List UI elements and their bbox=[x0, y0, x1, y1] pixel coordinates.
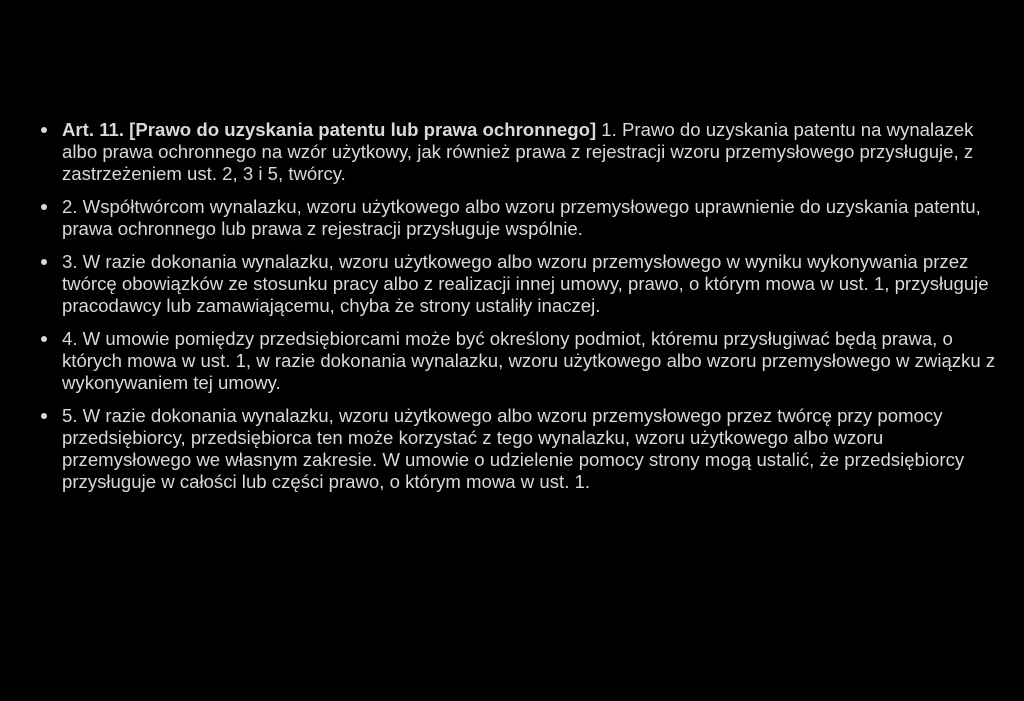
paragraph-text: 5. W razie dokonania wynalazku, wzoru użytkowego albo wzoru przemysłowego przez twórcę przy pomocy przedsiębiorcy, przedsiębiorca ten może korzystać z tego wynalazku, wzoru użytkowego albo wzoru przemysłowego we własnym zakresie. W umowie o udzielenie pomocy strony mogą ustalić, że przedsiębiorcy przysługuje w całości lub części prawo, o którym mowa w ust. 1. bbox=[62, 405, 965, 492]
paragraph-text: 2. Współtwórcom wynalazku, wzoru użytkowego albo wzoru przemysłowego uprawnienie do uzyskania patentu, prawa ochronnego lub prawa z rejestracji przysługuje wspólnie. bbox=[62, 196, 981, 239]
bullet-icon bbox=[37, 405, 51, 427]
paragraph-3 bbox=[62, 251, 997, 317]
article-content bbox=[62, 119, 997, 504]
bullet-icon bbox=[37, 196, 51, 218]
paragraph-5 bbox=[62, 405, 997, 493]
paragraph-4 bbox=[62, 328, 997, 394]
paragraph-text: 1. Prawo do uzyskania patentu na wynalazek albo prawa ochronnego na wzór użytkowy, jak również prawa z rejestracji wzoru przemysłowego przysługuje, z zastrzeżeniem ust. 2, 3 i 5, twórcy. bbox=[62, 119, 974, 184]
bullet-icon bbox=[37, 251, 51, 273]
paragraph-text: 4. W umowie pomiędzy przedsiębiorcami może być określony podmiot, któremu przysługiwać będą prawa, o których mowa w ust. 1, w razie dokonania wynalazku, wzoru użytkowego albo wzoru przemysłowego w związku z wykonywaniem tej umowy. bbox=[62, 328, 996, 393]
paragraph-1 bbox=[62, 119, 997, 185]
bullet-icon bbox=[37, 328, 51, 350]
bullet-icon bbox=[37, 119, 51, 141]
article-heading: Art. 11. [Prawo do uzyskania patentu lub prawa ochronnego] bbox=[62, 119, 597, 140]
paragraph-2 bbox=[62, 196, 997, 240]
paragraph-text: 3. W razie dokonania wynalazku, wzoru użytkowego albo wzoru przemysłowego w wyniku wykonywania przez twórcę obowiązków ze stosunku pracy albo z realizacji innej umowy, prawo, o którym mowa w ust. 1, przysługuje pracodawcy lub zamawiającemu, chyba że strony ustaliły inaczej. bbox=[62, 251, 989, 316]
